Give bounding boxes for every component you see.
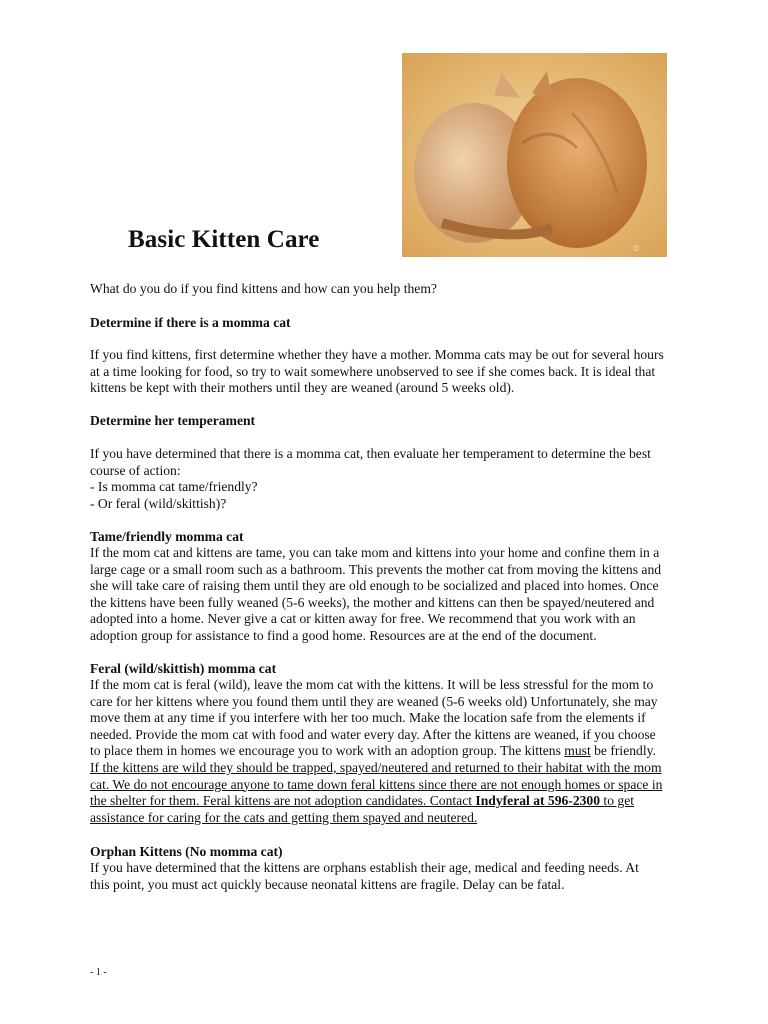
text-line: move them at any time if you interfere with her too much. Make the location safe from the elements if bbox=[90, 710, 646, 726]
text-line: If the mom cat is feral (wild), leave the mom cat with the kittens. It will be less stressful for the mom to bbox=[90, 677, 654, 692]
svg-text:©: © bbox=[632, 244, 640, 253]
text-run: be friendly. bbox=[590, 743, 656, 759]
paragraph-temperament bbox=[90, 446, 690, 512]
text-line: course of action: bbox=[90, 462, 181, 478]
text-line: If you have determined that there is a momma cat, then evaluate her temperament to determine the best bbox=[90, 446, 651, 461]
indyferal-contact: Indyferal at 596-2300 bbox=[475, 793, 601, 809]
text-line bbox=[90, 743, 690, 760]
text-run: the shelter for them. Feral kittens are not adoption candidates. Contact bbox=[90, 793, 476, 809]
page-number: - 1 - bbox=[90, 967, 107, 978]
underlined-line: assistance for caring for the cats and getting them spayed and neutered. bbox=[90, 809, 478, 825]
text-line: - Is momma cat tame/friendly? bbox=[90, 479, 258, 495]
text-line: the kittens have been fully weaned (5-6 weeks), the mother and kittens can then be spayed/neutered and bbox=[90, 594, 655, 610]
text-run: to place them in homes we encourage you to work with an adoption group. The kittens bbox=[90, 743, 565, 759]
paragraph-orphan bbox=[90, 860, 690, 893]
text-line: care for her kittens where you found them until they are weaned (5-6 weeks old) Unfortunately, she may bbox=[90, 693, 658, 709]
text-line: - Or feral (wild/skittish)? bbox=[90, 495, 227, 511]
text-line: adoption group for assistance to find a good home. Resources are at the end of the document. bbox=[90, 627, 597, 643]
emphasis-must: must bbox=[564, 743, 591, 759]
text-line: she will take care of raising them until they are old enough to be socialized and placed into homes. Once bbox=[90, 578, 659, 594]
text-line: needed. Provide the mom cat with food and water every day. After the kittens are weaned, if you choose bbox=[90, 726, 656, 742]
paragraph-momma-cat bbox=[90, 347, 690, 397]
heading-temperament: Determine her temperament bbox=[90, 413, 256, 428]
text-line: adopted into a home. Never give a cat or kitten away for free. We recommend that you work with an bbox=[90, 611, 636, 627]
underlined-line: If the kittens are wild they should be trapped, spayed/neutered and returned to their habitat with the mom bbox=[90, 759, 662, 775]
paragraph-tame bbox=[90, 545, 690, 645]
heading-orphan: Orphan Kittens (No momma cat) bbox=[90, 844, 283, 859]
text-line: this point, you must act quickly because neonatal kittens are fragile. Delay can be fatal. bbox=[90, 876, 565, 892]
text-run: to get bbox=[600, 793, 635, 809]
underlined-line: cat. We do not encourage anyone to tame down feral kittens since there are not enough homes or space in bbox=[90, 776, 663, 792]
text-line: kittens be kept with their mothers until they are weaned (around 5 weeks old). bbox=[90, 380, 515, 396]
page-title: Basic Kitten Care bbox=[128, 226, 320, 253]
underlined-line bbox=[90, 793, 690, 810]
text-line: If you find kittens, first determine whether they have a mother. Momma cats may be out for several hours bbox=[90, 347, 664, 362]
intro-text: What do you do if you find kittens and how can you help them? bbox=[90, 281, 437, 296]
heading-momma-cat: Determine if there is a momma cat bbox=[90, 315, 291, 330]
text-line: large cage or a small room such as a bathroom. This prevents the mother cat from moving the kittens and bbox=[90, 561, 662, 577]
heading-feral: Feral (wild/skittish) momma cat bbox=[90, 661, 277, 676]
text-line: If you have determined that the kittens are orphans establish their age, medical and feeding needs. At bbox=[90, 860, 639, 875]
paragraph-feral bbox=[90, 677, 690, 826]
text-line: at a time looking for food, so try to wait somewhere unobserved to see if she comes back. It is ideal that bbox=[90, 363, 656, 379]
text-line: If the mom cat and kittens are tame, you can take mom and kittens into your home and confine them in a bbox=[90, 545, 660, 560]
heading-tame: Tame/friendly momma cat bbox=[90, 529, 244, 544]
kittens-photo bbox=[402, 53, 667, 257]
